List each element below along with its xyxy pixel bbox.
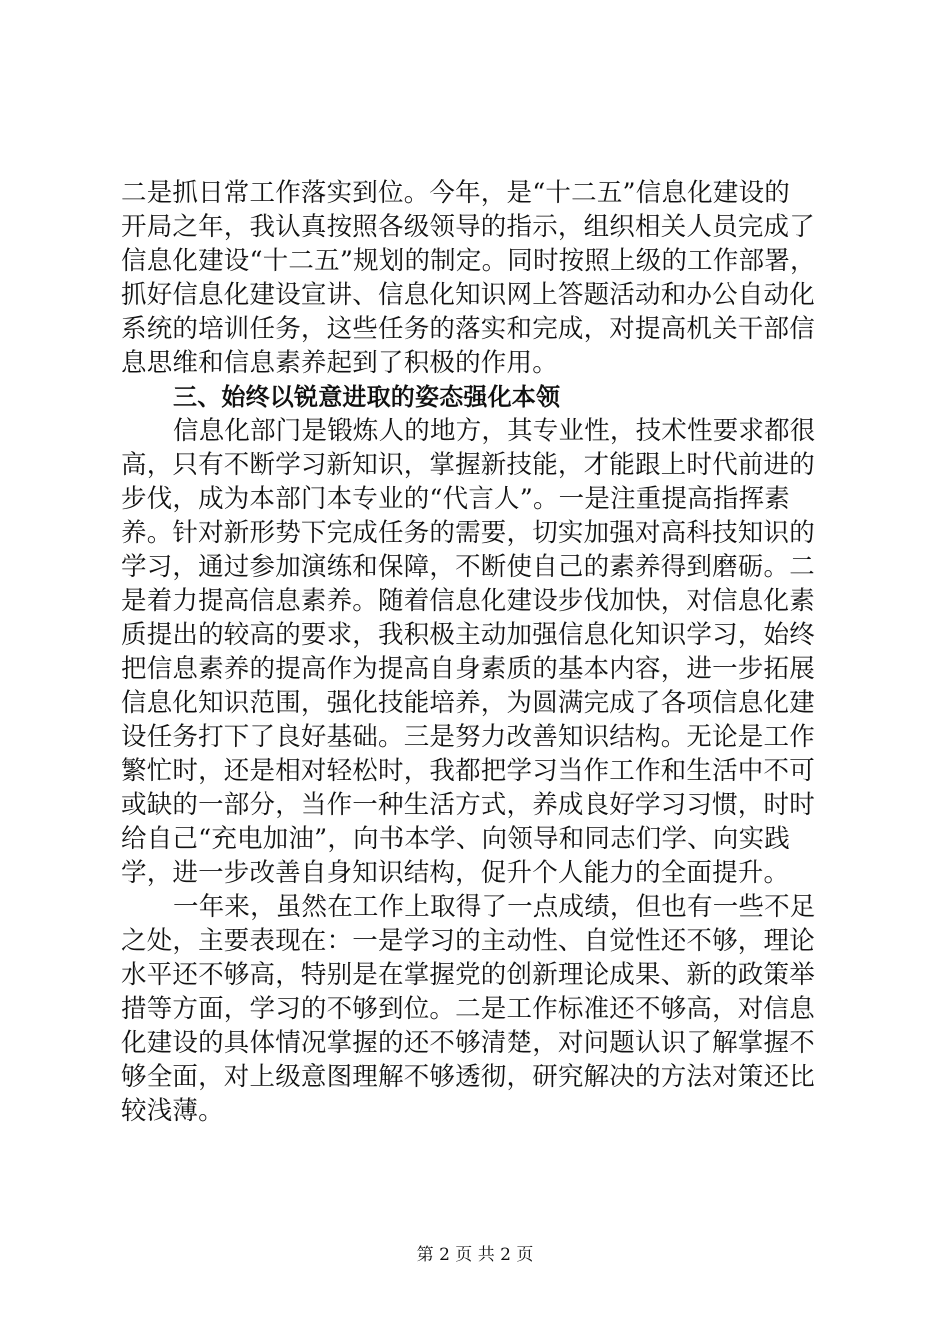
text-line: 养。针对新形势下完成任务的需要，切实加强对高科技知识的 [121, 518, 815, 548]
text-line: 学习，通过参加演练和保障，不断使自己的素养得到磨砺。二 [121, 552, 815, 582]
text-line: 一年来，虽然在工作上取得了一点成绩，但也有一些不足 [173, 892, 816, 922]
text-line: 水平还不够高，特别是在掌握党的创新理论成果、新的政策举 [121, 960, 815, 990]
text-line: 信息化知识范围，强化技能培养，为圆满完成了各项信息化建 [121, 688, 815, 718]
text-line: 开局之年，我认真按照各级领导的指示，组织相关人员完成了 [121, 212, 815, 242]
text-line: 化建设的具体情况掌握的还不够清楚，对问题认识了解掌握不 [121, 1028, 815, 1058]
text-line: 二是抓日常工作落实到位。今年，是“十二五”信息化建设的 [121, 178, 790, 208]
text-line: 把信息素养的提高作为提高自身素质的基本内容，进一步拓展 [121, 654, 815, 684]
text-line: 之处，主要表现在：一是学习的主动性、自觉性还不够，理论 [121, 926, 815, 956]
text-line: 抓好信息化建设宣讲、信息化知识网上答题活动和办公自动化 [121, 280, 815, 310]
text-line: 高，只有不断学习新知识，掌握新技能，才能跟上时代前进的 [121, 450, 815, 480]
text-line: 或缺的一部分，当作一种生活方式，养成良好学习习惯，时时 [121, 790, 815, 820]
text-line: 学，进一步改善自身知识结构，促升个人能力的全面提升。 [121, 858, 790, 888]
section-heading: 三、始终以锐意进取的姿态强化本领 [173, 383, 561, 411]
text-line: 较浅薄。 [121, 1096, 224, 1126]
text-line: 信息化部门是锻炼人的地方，其专业性，技术性要求都很 [173, 416, 816, 446]
text-line: 给自己“充电加油”，向书本学、向领导和同志们学、向实践 [121, 824, 790, 854]
text-line: 息思维和信息素养起到了积极的作用。 [121, 348, 558, 378]
text-line: 信息化建设“十二五”规划的制定。同时按照上级的工作部署， [121, 246, 816, 276]
text-line: 是着力提高信息素养。随着信息化建设步伐加快，对信息化素 [121, 586, 815, 616]
text-line: 措等方面，学习的不够到位。二是工作标准还不够高，对信息 [121, 994, 815, 1024]
text-line: 系统的培训任务，这些任务的落实和完成，对提高机关干部信 [121, 314, 815, 344]
text-line: 步伐，成为本部门本专业的“代言人”。一是注重提高指挥素 [121, 484, 790, 514]
page-footer: 第 2 页 共 2 页 [416, 1245, 534, 1265]
text-line: 质提出的较高的要求，我积极主动加强信息化知识学习，始终 [121, 620, 815, 650]
text-line: 繁忙时，还是相对轻松时，我都把学习当作工作和生活中不可 [121, 756, 815, 786]
text-line: 设任务打下了良好基础。三是努力改善知识结构。无论是工作 [121, 722, 815, 752]
text-line: 够全面，对上级意图理解不够透彻，研究解决的方法对策还比 [121, 1062, 815, 1092]
